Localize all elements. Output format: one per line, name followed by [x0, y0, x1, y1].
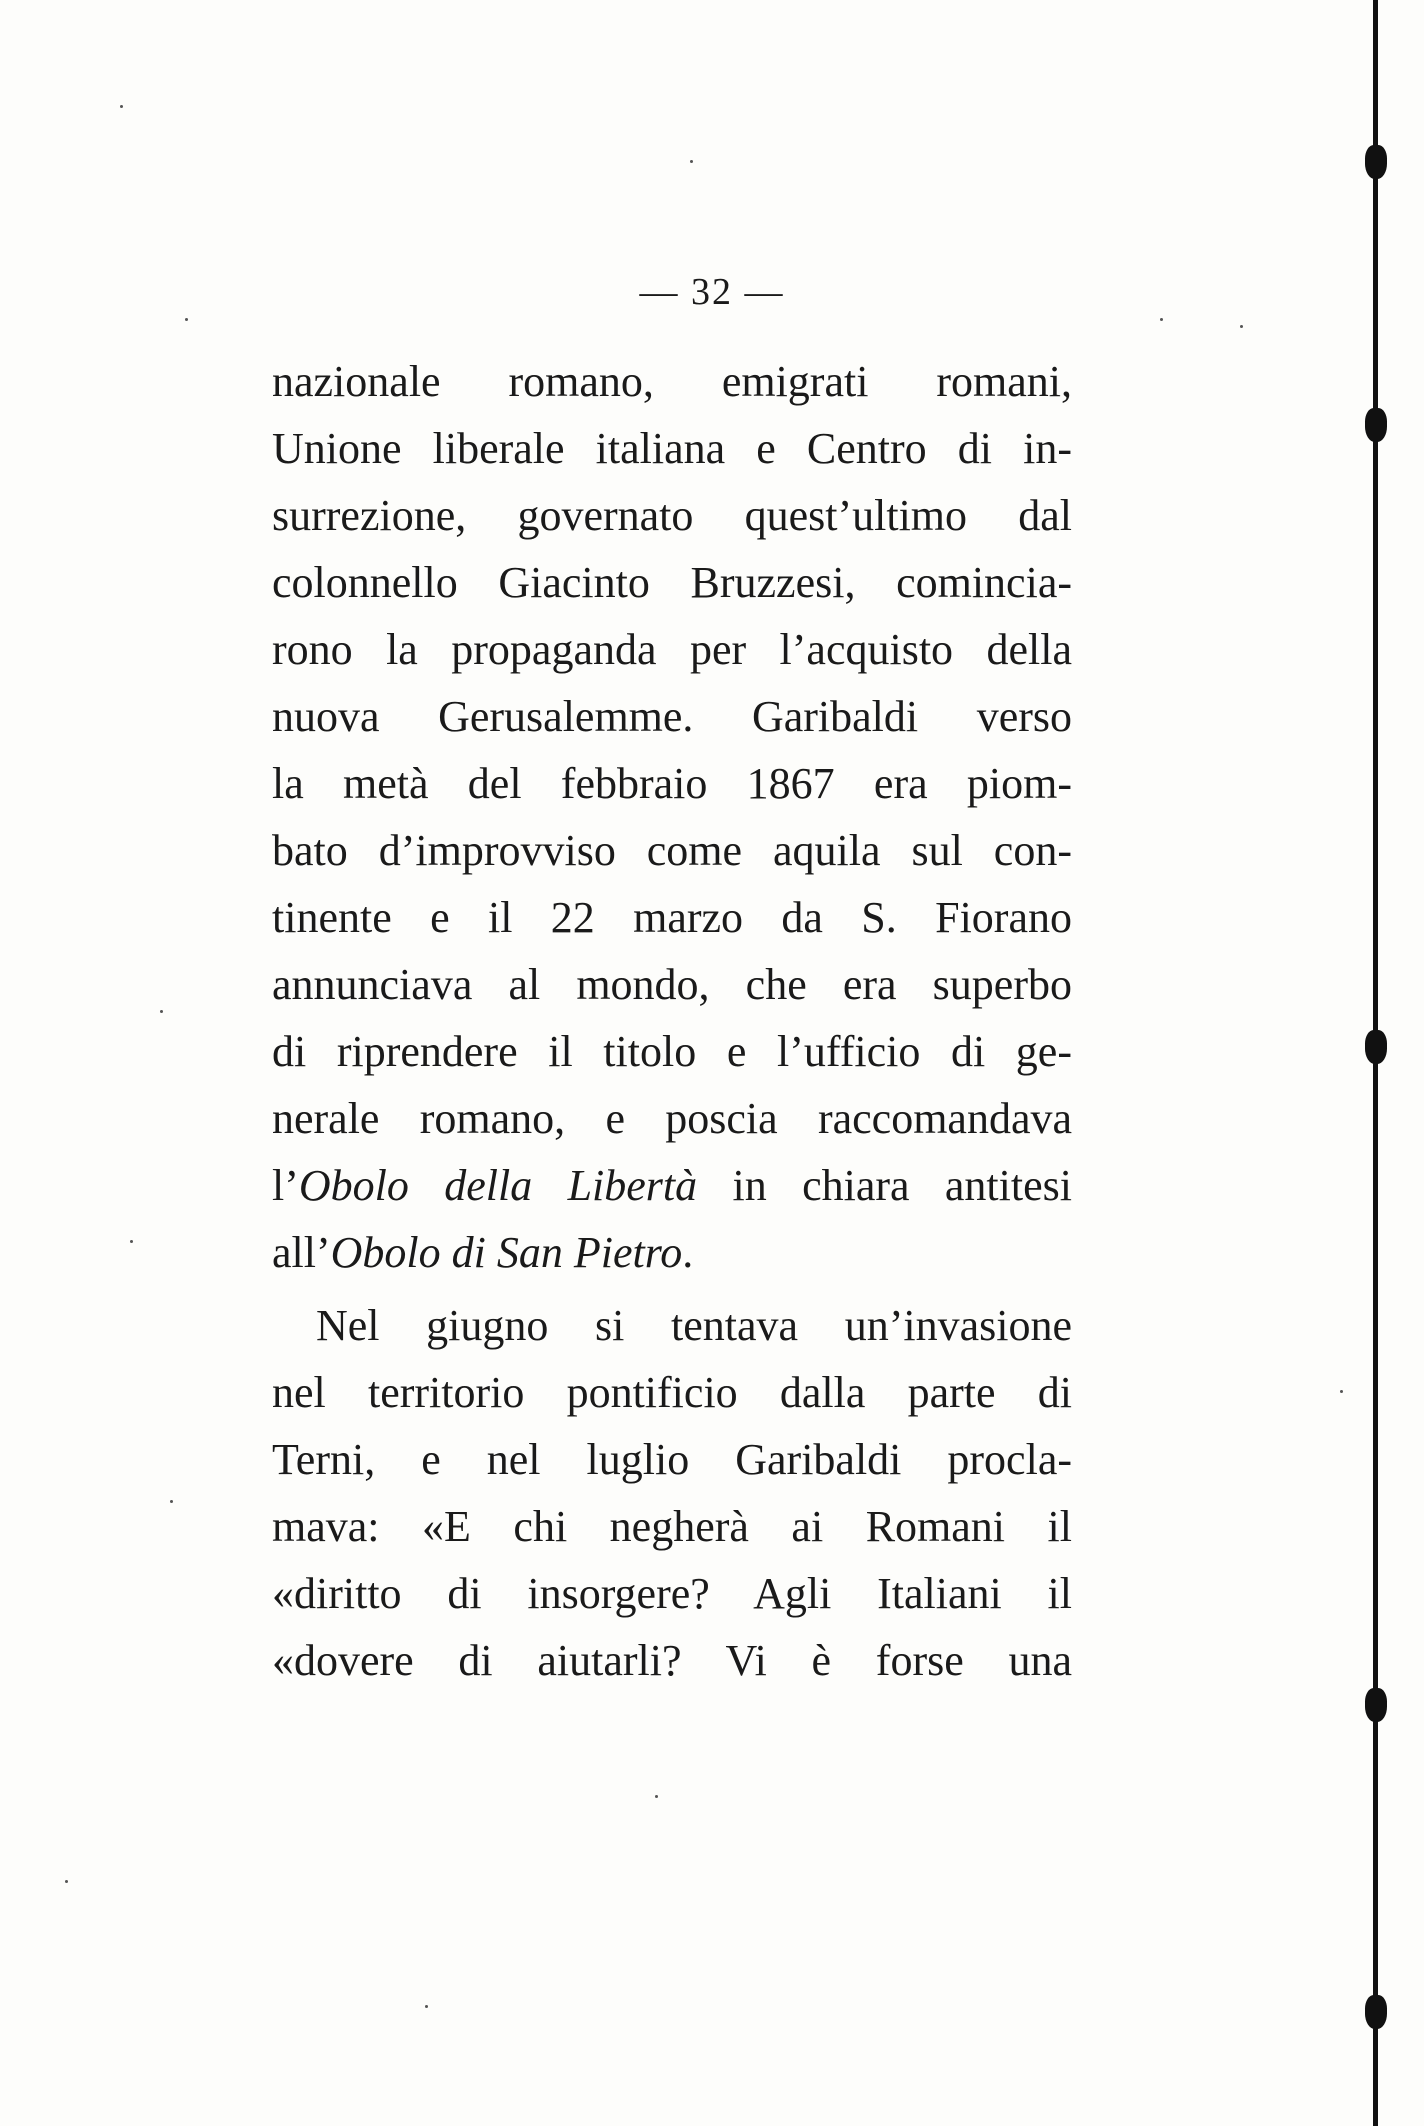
paper-speck	[1340, 1390, 1343, 1393]
text-line: «diritto di insorgere? Agli Italiani il	[272, 1569, 1072, 1618]
text-line: tinente e il 22 marzo da S. Fiorano	[272, 893, 1072, 942]
paper-speck	[170, 1500, 173, 1503]
text-line: rono la propaganda per l’acquisto della	[272, 625, 1072, 674]
page-number: — 32 —	[639, 271, 785, 313]
paper-speck	[120, 105, 123, 108]
body-text	[272, 348, 1072, 1694]
text-line: Terni, e nel luglio Garibaldi procla-	[272, 1435, 1072, 1484]
text-fragment: in chiara antitesi	[697, 1161, 1072, 1210]
text-line: Nel giugno si tentava un’invasione	[316, 1301, 1072, 1350]
text-fragment: l’	[272, 1161, 299, 1210]
paper-speck	[655, 1795, 658, 1798]
text-fragment: .	[682, 1228, 694, 1277]
italic-title: Obolo di San Pietro	[330, 1228, 683, 1277]
paper-speck	[65, 1880, 68, 1883]
text-line: la metà del febbraio 1867 era piom-	[272, 759, 1072, 808]
text-line: Unione liberale italiana e Centro di in-	[272, 424, 1072, 473]
binding-stitch	[1365, 1995, 1387, 2029]
paper-speck	[425, 2005, 428, 2008]
text-line: colonnello Giacinto Bruzzesi, comincia-	[272, 558, 1072, 607]
paper-speck	[1160, 318, 1163, 321]
binding-stitch	[1365, 1030, 1387, 1064]
text-line: nazionale romano, emigrati romani,	[272, 357, 1072, 406]
paper-speck	[1240, 325, 1243, 328]
text-line: bato d’improvviso come aquila sul con-	[272, 826, 1072, 875]
paper-speck	[130, 1240, 133, 1243]
text-line-italic-mix	[272, 1219, 1072, 1286]
text-line: nuova Gerusalemme. Garibaldi verso	[272, 692, 1072, 741]
italic-title: Obolo della Libertà	[298, 1161, 698, 1210]
text-line: di riprendere il titolo e l’ufficio di ge-	[272, 1027, 1072, 1076]
paper-speck	[690, 160, 693, 163]
text-line: annunciava al mondo, che era superbo	[272, 960, 1072, 1009]
text-line: nel territorio pontificio dalla parte di	[272, 1368, 1072, 1417]
text-line: nerale romano, e poscia raccomandava	[272, 1094, 1072, 1143]
binding-stitch	[1365, 145, 1387, 179]
binding-stitch	[1365, 1688, 1387, 1722]
paper-speck	[185, 318, 188, 321]
text-line: mava: «E chi negherà ai Romani il	[272, 1502, 1072, 1551]
text-line-italic-mix	[272, 1152, 1072, 1219]
text-fragment: all’	[272, 1228, 331, 1277]
paper-speck	[160, 1010, 163, 1013]
text-line: «dovere di aiutarli? Vi è forse una	[272, 1636, 1072, 1685]
binding-stitch	[1365, 408, 1387, 442]
text-line: surrezione, governato quest’ultimo dal	[272, 491, 1072, 540]
